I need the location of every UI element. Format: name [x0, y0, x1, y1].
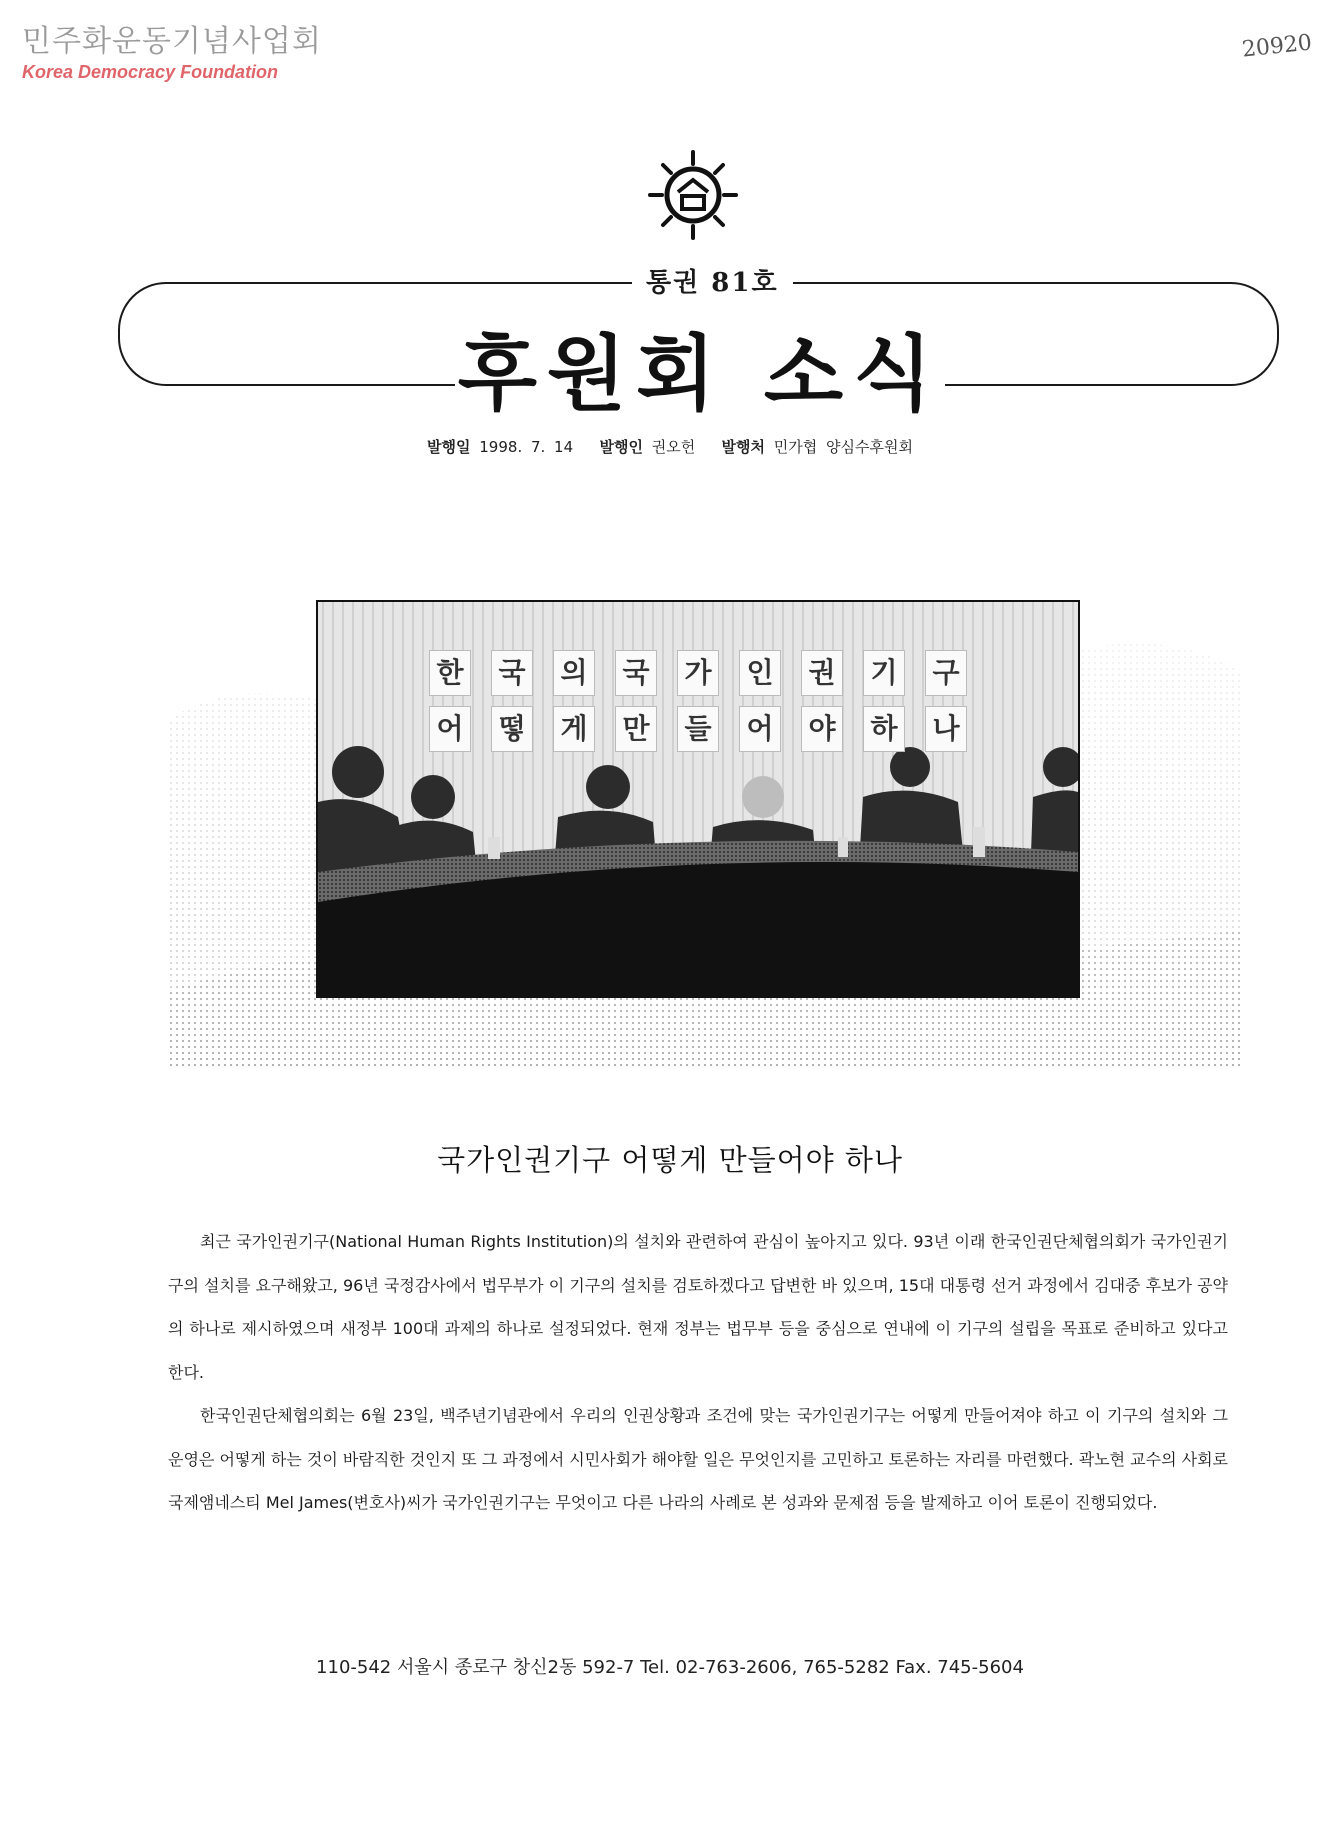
issue-number: 통권 81호: [632, 262, 793, 299]
banner-character: 구: [925, 650, 967, 696]
banner-character: 권: [801, 650, 843, 696]
banner-character: 어: [429, 706, 471, 752]
issuer-label: 발행처: [721, 438, 766, 456]
publisher-label: 발행인: [599, 438, 643, 456]
banner-character: 게: [553, 706, 595, 752]
banner-character: 기: [863, 650, 905, 696]
newsletter-title: 후원회 소식: [455, 320, 945, 430]
publisher-value: 권오헌: [651, 438, 696, 456]
banner-character: 나: [925, 706, 967, 752]
article-body: [168, 1220, 1228, 1525]
banner-character: 하: [863, 706, 905, 752]
banner-character: 국: [491, 650, 533, 696]
article-headline: 국가인권기구 어떻게 만들어야 하나: [437, 1143, 903, 1177]
date-value: 1998. 7. 14: [479, 438, 574, 456]
banner-character: 떻: [491, 706, 533, 752]
banner-character: 들: [677, 706, 719, 752]
banner-character: 국: [615, 650, 657, 696]
article-paragraph: 한국인권단체협의회는 6월 23일, 백주년기념관에서 우리의 인권상황과 조건에 맞는 국가인권기구는 어떻게 만들어져야 하고 이 기구의 설치와 그 운영은 어떻게 하는 것이 바람직한 것인지 또 그 과정에서 시민사회가 해야할 일은 무엇인지를 고민하고 토론하는 자리를 마련했다. 곽노현 교수의 사회로 국제앰네스티 Mel James(변호사)씨가 국가인권기구는 무엇이고 다른 나라의 사례로 본 성과와 문제점 등을 발제하고 이어 토론이 진행되었다.: [168, 1406, 1228, 1512]
footer-address: 110-542 서울시 종로구 창신2동 592-7 Tel. 02-763-2606, 765-5282 Fax. 745-5604: [316, 1657, 1024, 1678]
emblem-icon: [648, 150, 738, 240]
banner-character: 의: [553, 650, 595, 696]
photo-banner-line-1: [318, 650, 1078, 696]
issuer-value: 민가협 양심수후원회: [773, 438, 913, 456]
date-label: 발행일: [427, 438, 471, 456]
foundation-name-korean: 민주화운동기념사업회: [22, 24, 322, 59]
banner-character: 가: [677, 650, 719, 696]
publication-info: [0, 436, 1340, 457]
banner-character: 인: [739, 650, 781, 696]
foundation-name-english: Korea Democracy Foundation: [22, 62, 279, 82]
article-paragraph: 최근 국가인권기구(National Human Rights Institution)의 설치와 관련하여 관심이 높아지고 있다. 93년 이래 한국인권단체협의회가 국가인권기구의 설치를 요구해왔고, 96년 국정감사에서 법무부가 이 기구의 설치를 검토하겠다고 답변한 바 있으며, 15대 대통령 선거 과정에서 김대중 후보가 공약의 하나로 제시하였으며 새정부 100대 과제의 하나로 설정되었다. 현재 정부는 법무부 등을 중심으로 연내에 이 기구의 설립을 목표로 준비하고 있다고 한다.: [168, 1232, 1228, 1382]
banner-character: 야: [801, 706, 843, 752]
banner-character: 만: [615, 706, 657, 752]
meeting-photo: [316, 600, 1080, 998]
document-number: 20920: [1240, 30, 1314, 63]
photo-banner-line-2: [318, 706, 1078, 752]
banner-character: 한: [429, 650, 471, 696]
banner-character: 어: [739, 706, 781, 752]
